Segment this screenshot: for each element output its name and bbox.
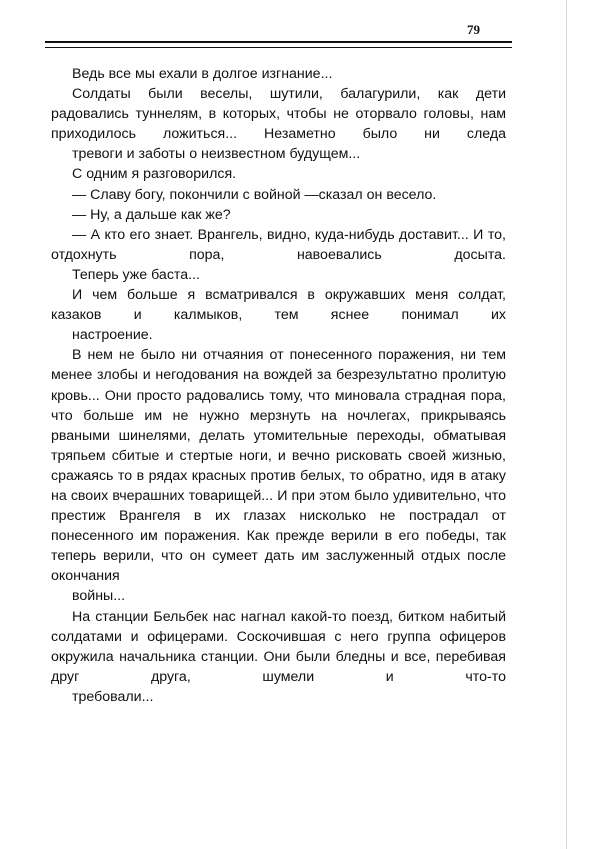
paragraph-last-line: требовали...	[72, 688, 154, 705]
paragraph	[51, 84, 506, 164]
paragraph-text: В нем не было ни отчаяния от понесенного поражения, ни тем менее злобы и негодования на вождей за безрезультатно пролитую кровь... Они просто радовались тому, что миновала страдная пора, что больше им не нужно мерзнуть на ночлегах, прикрываясь рваными шинелями, делать утомительные переходы, обматывая тряпьем сбитые и стертые ноги, и вечно рисковать своей жизнью, сражаясь то в рядах красных против белых, то обратно, идя в атаку на своих вчерашних товарищей... И при этом было удивительно, что престиж Врангеля в их глазах нисколько не пострадал от понесенного им поражения. Как прежде верили в его победы, так теперь верили, что он сумеет дать им заслуженный отдых после окончания	[51, 347, 506, 585]
paragraph	[51, 345, 506, 606]
body-text	[51, 64, 506, 707]
paragraph	[51, 607, 506, 707]
paragraph-text: — А кто его знает. Врангель, видно, куда-нибудь доставит... И то, отдохнуть пора, навоевались досыта.	[51, 226, 506, 263]
page-number: 79	[467, 22, 480, 37]
paragraph-last-line: войны...	[72, 588, 126, 605]
paragraph-last-line: настроение.	[72, 327, 153, 344]
paragraph-text: На станции Бельбек нас нагнал какой-то поезд, битком набитый солдатами и офицерами. Соскочившая с него группа офицеров окружила начальника станции. Они были бледны и все, перебивая друг друга, шумели и что-то	[51, 608, 506, 685]
page-edge	[566, 0, 567, 849]
paragraph	[51, 285, 506, 345]
paragraph-text: Солдаты были веселы, шутили, балагурили, как дети радовались туннелям, в которых, чтобы не оторвало головы, нам приходилось ложиться... Незаметно было ни следа	[51, 86, 506, 143]
header-rule-thick	[45, 41, 512, 43]
paragraph-text: И чем больше я всматривался в окружавших меня солдат, казаков и калмыков, тем яснее понимал их	[51, 287, 506, 324]
header-rule-thin	[45, 47, 512, 48]
dialogue-line: — Ну, а дальше как же?	[72, 206, 231, 223]
paragraph-last-line: тревоги и заботы о неизвестном будущем...	[72, 146, 361, 163]
dialogue-line	[51, 225, 506, 285]
paragraph: С одним я разговорился.	[72, 166, 237, 183]
dialogue-line: — Славу богу, покончили с войной —сказал он весело.	[72, 186, 437, 203]
paragraph: Ведь все мы ехали в долгое изгнание...	[72, 66, 333, 82]
paragraph-last-line: Теперь уже баста...	[72, 266, 200, 283]
